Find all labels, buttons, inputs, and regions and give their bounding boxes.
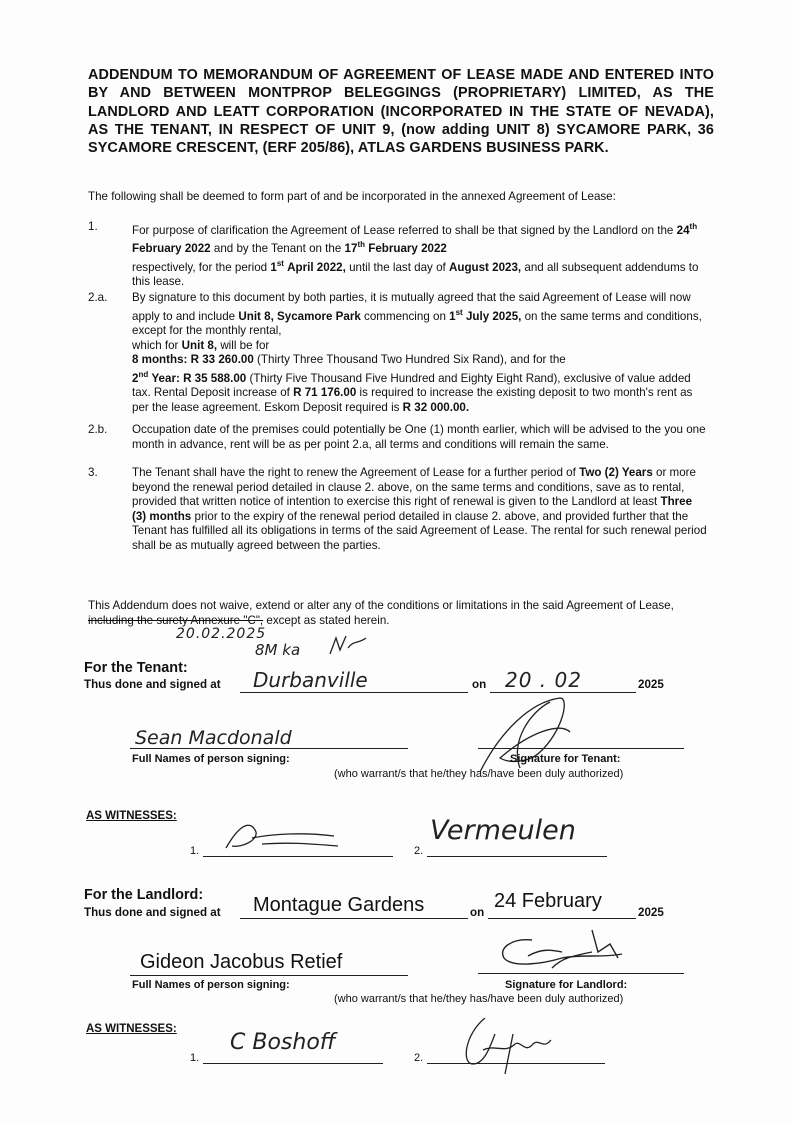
landlord-full-names-label: Full Names of person signing:	[132, 979, 290, 991]
clause-3: 3. The Tenant shall have the right to renew the Agreement of Lease for a further period of Two (2) Years or more beyond the renewal period detailed in clause 2. above, on the same terms and conditions, save as to rental, provided that written notice of intention to exercise this right of renewal is given to the Landlord at least Three (3) months prior to the expiry of the renewal period detailed in clause 2. above, and provided further that the Tenant has fulfilled all its obligations in terms of the said Agreement of Lease. The rental for such renewal period shall be as mutually agreed between the parties.	[88, 466, 707, 552]
landlord-witnesses-heading: AS WITNESSES:	[86, 1023, 177, 1035]
tenant-warrant: (who warrant/s that he/they has/have been duly authorized)	[334, 768, 624, 780]
clause-number: 3.	[88, 466, 98, 479]
document-title: ADDENDUM TO MEMORANDUM OF AGREEMENT OF LEASE MADE AND ENTERED INTO BY AND BETWEEN MONTPROP BELEGGINGS (PROPRIETARY) LIMITED, AS THE LANDLORD AND LEATT CORPORATION (INCORPORATED IN THE STATE OF NEVADA), AS THE TENANT, IN RESPECT OF UNIT 9, (now adding UNIT 8) SYCAMORE PARK, 36 SYCAMORE CRESCENT, (ERF 205/86), ATLAS GARDENS BUSINESS PARK.	[88, 67, 714, 157]
tenant-done-label: Thus done and signed at	[84, 678, 221, 691]
landlord-witness-1-signature: C Boshoff	[230, 1030, 336, 1055]
landlord-year: 2025	[638, 906, 664, 919]
tenant-signature-label: Signature for Tenant:	[510, 753, 621, 765]
intro-paragraph: The following shall be deemed to form part of and be incorporated in the annexed Agreement of Lease:	[88, 190, 616, 203]
landlord-witness-2-signature	[455, 1014, 565, 1084]
landlord-done-label: Thus done and signed at	[84, 906, 221, 919]
clause-2a: 2.a. By signature to this document by both parties, it is mutually agreed that the said Agreement of Lease will now apply to and include Unit 8, Sycamore Park commencing on 1st July 2025, on the same terms and conditions, except for the monthly rental, which for Unit 8, will be for 8 months: R 33 260.00 (Thirty Three Thousand Two Hundred Six Rand), and for the 2nd Year: R 35 588.00 (Thirty Five Thousand Five Hundred and Eighty Eight Rand), exclusive of value added tax. Rental Deposit increase of R 71 176.00 is required to increase the existing deposit to two month's rent as per the lease agreement. Eskom Deposit required is R 32 000.00.	[88, 291, 702, 414]
tenant-date: 20 . 02	[505, 668, 582, 692]
initials-scribble	[326, 634, 370, 660]
tenant-witness-1-signature	[222, 818, 342, 858]
tenant-witness-2-signature: Vermeulen	[430, 815, 576, 846]
landlord-full-name: Gideon Jacobus Retief	[140, 951, 343, 973]
clause-2b: 2.b. Occupation date of the premises could potentially be One (1) month earlier, which will be advised to the you one month in advance, rent will be as per point 2.a, all terms and conditions will remain the same.	[88, 423, 706, 451]
clause-number: 2.b.	[88, 423, 108, 436]
clause-number: 2.a.	[88, 291, 108, 304]
landlord-warrant: (who warrant/s that he/they has/have been duly authorized)	[334, 993, 624, 1005]
handwritten-initials: 8M ka	[255, 641, 301, 659]
landlord-heading: For the Landlord:	[84, 887, 204, 903]
tenant-heading: For the Tenant:	[84, 660, 188, 676]
struck-text: including the surety Annexure "C",	[88, 613, 264, 627]
landlord-signature	[492, 928, 632, 974]
tenant-witnesses-heading: AS WITNESSES:	[86, 810, 177, 822]
clause-1: 1. For purpose of clarification the Agreement of Lease referred to shall be that signed by the Landlord on the 24th February 2022 and by the Tenant on the 17th February 2022 respectively, for the period 1st April 2022, until the last day of August 2023, and all subsequent addendums to this lease.	[88, 220, 699, 289]
landlord-signature-label: Signature for Landlord:	[505, 979, 628, 991]
landlord-place: Montague Gardens	[253, 894, 425, 916]
final-paragraph: This Addendum does not waive, extend or alter any of the conditions or limitations in the said Agreement of Lease, including the surety Annexure "C", except as stated herein.	[88, 599, 674, 627]
tenant-year: 2025	[638, 678, 664, 691]
handwritten-date: 20.02.2025	[176, 626, 267, 642]
landlord-date: 24 February	[494, 890, 602, 912]
tenant-full-names-label: Full Names of person signing:	[132, 753, 290, 765]
clause-number: 1.	[88, 220, 98, 233]
tenant-place: Durbanville	[253, 668, 368, 692]
tenant-full-name: Sean Macdonald	[135, 727, 292, 749]
